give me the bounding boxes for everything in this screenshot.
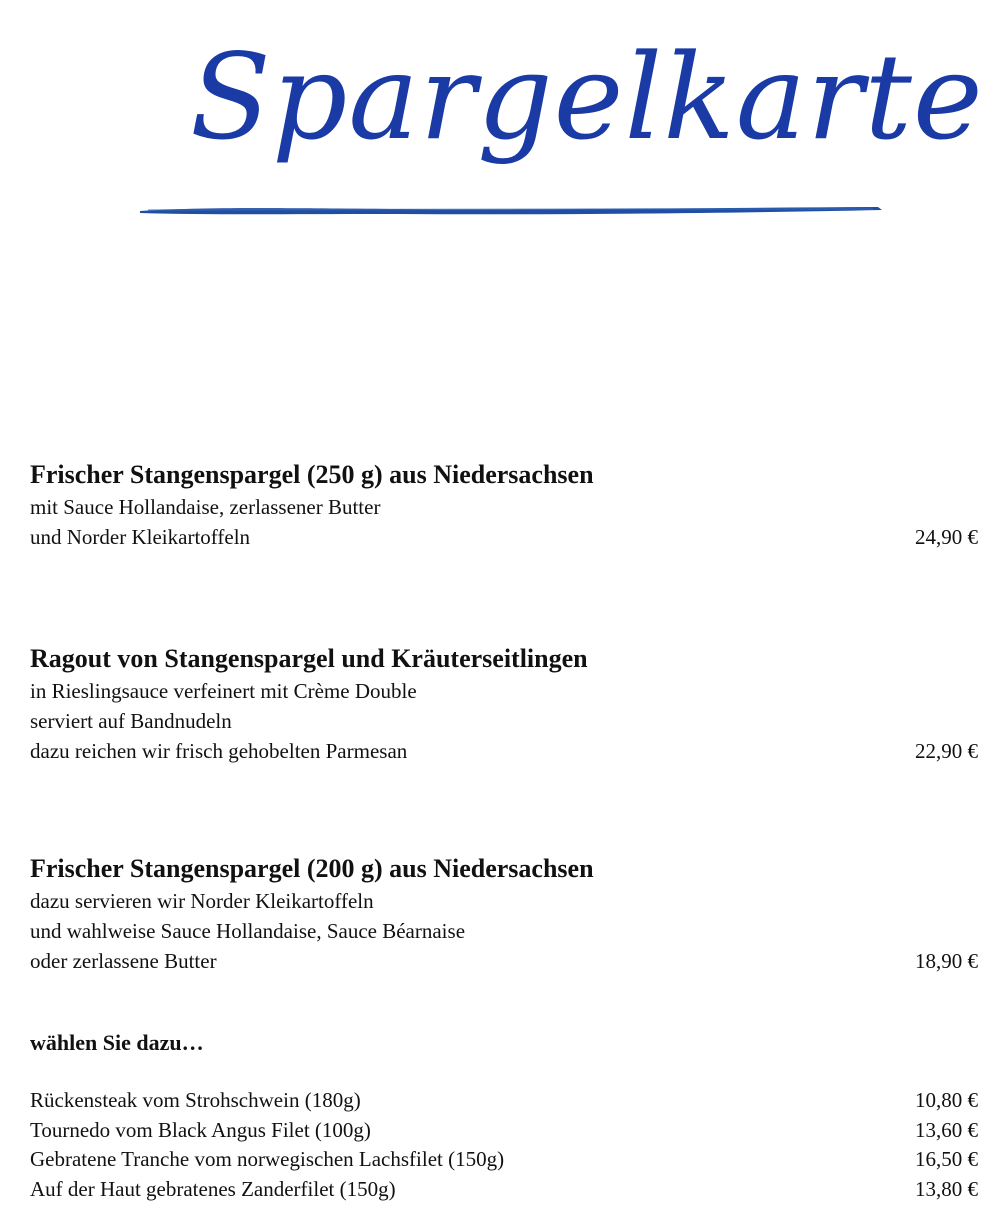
dish-item bbox=[30, 642, 978, 768]
sides-section-label: wählen Sie dazu… bbox=[30, 1030, 204, 1055]
menu-content bbox=[30, 458, 978, 1204]
dish-title: Frischer Stangenspargel (250 g) aus Niedersachsen bbox=[30, 460, 594, 489]
dish-description-line bbox=[30, 522, 978, 552]
side-item-name: Rückensteak vom Strohschwein (180g) bbox=[30, 1088, 361, 1112]
dish-description-text: dazu reichen wir frisch gehobelten Parmesan bbox=[30, 739, 408, 763]
dish-description-text: oder zerlassene Butter bbox=[30, 949, 217, 973]
dish-item bbox=[30, 458, 978, 554]
dish-description-line: serviert auf Bandnudeln bbox=[30, 709, 232, 733]
side-item bbox=[30, 1086, 978, 1116]
side-item-price: 16,50 € bbox=[915, 1147, 978, 1171]
dish-price: 24,90 € bbox=[915, 525, 978, 549]
dish-description-text: und Norder Kleikartoffeln bbox=[30, 525, 251, 549]
sides-list bbox=[30, 1086, 978, 1204]
dish-description-line: mit Sauce Hollandaise, zerlassener Butter bbox=[30, 495, 381, 519]
side-item-price: 10,80 € bbox=[915, 1088, 978, 1112]
header bbox=[0, 0, 1000, 320]
dish-title: Ragout von Stangenspargel und Kräuterseitlingen bbox=[30, 644, 588, 673]
dish-title: Frischer Stangenspargel (200 g) aus Niedersachsen bbox=[30, 854, 594, 883]
side-item-name: Gebratene Tranche vom norwegischen Lachsfilet (150g) bbox=[30, 1147, 505, 1171]
dish-item bbox=[30, 852, 978, 978]
side-item bbox=[30, 1116, 978, 1146]
dish-description-line: dazu servieren wir Norder Kleikartoffeln bbox=[30, 889, 374, 913]
side-item bbox=[30, 1145, 978, 1175]
page-title: Spargelkarte bbox=[190, 28, 984, 166]
brush-stroke-decoration bbox=[138, 204, 883, 218]
dish-price: 22,90 € bbox=[915, 739, 978, 763]
dish-description-line: und wahlweise Sauce Hollandaise, Sauce Béarnaise bbox=[30, 919, 466, 943]
dish-description-line: in Rieslingsauce verfeinert mit Crème Double bbox=[30, 679, 417, 703]
side-item-name: Auf der Haut gebratenes Zanderfilet (150g) bbox=[30, 1176, 396, 1201]
side-item-name: Tournedo vom Black Angus Filet (100g) bbox=[30, 1117, 371, 1142]
side-item bbox=[30, 1175, 978, 1205]
side-item-price: 13,60 € bbox=[915, 1117, 978, 1142]
dish-description-line bbox=[30, 946, 978, 976]
side-item-price: 13,80 € bbox=[915, 1176, 978, 1201]
dish-price: 18,90 € bbox=[915, 949, 978, 973]
dish-description-line bbox=[30, 736, 978, 766]
